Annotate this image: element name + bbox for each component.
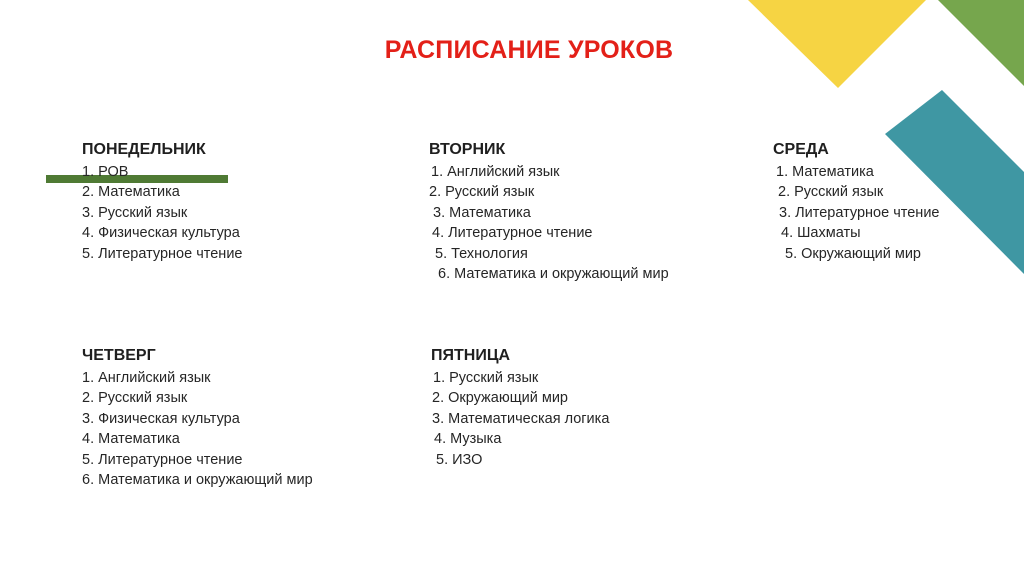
- lesson-item: 5. Технология: [435, 245, 528, 262]
- day-tuesday: [429, 140, 669, 284]
- day-title: СРЕДА: [773, 141, 829, 158]
- day-thursday: [82, 346, 313, 490]
- lesson-item: 4. Музыка: [434, 431, 502, 448]
- lesson-item: 3. Математика: [433, 204, 531, 221]
- lesson-item: 2. Русский язык: [82, 390, 188, 407]
- lesson-item: 4. Математика: [82, 431, 180, 448]
- lesson-item: 6. Математика и окружающий мир: [438, 266, 669, 283]
- lesson-item: 3. Физическая культура: [82, 410, 240, 427]
- day-title: ПЯТНИЦА: [431, 347, 511, 364]
- lesson-list: [82, 368, 313, 490]
- lesson-item: 1. Математика: [776, 164, 874, 180]
- lesson-item: 3. Русский язык: [82, 204, 188, 221]
- lesson-list: [431, 368, 609, 470]
- lesson-item: 1. Русский язык: [433, 370, 539, 386]
- lesson-list: [82, 162, 242, 264]
- lesson-item: 4. Физическая культура: [82, 225, 240, 242]
- day-title: ВТОРНИК: [429, 141, 506, 158]
- lesson-item: 1. Английский язык: [82, 370, 211, 386]
- lesson-item: 5. ИЗО: [436, 451, 483, 468]
- day-wednesday: [773, 140, 939, 264]
- lesson-item: 6. Математика и окружающий мир: [82, 472, 313, 489]
- lesson-list: [429, 162, 669, 284]
- day-monday: [82, 140, 242, 264]
- lesson-item: 5. Окружающий мир: [785, 245, 921, 262]
- lesson-item: 3. Математическая логика: [432, 410, 610, 427]
- day-title: ЧЕТВЕРГ: [82, 347, 156, 364]
- lesson-item: 5. Литературное чтение: [82, 451, 243, 468]
- lesson-item: 4. Шахматы: [781, 225, 861, 242]
- day-friday: [431, 346, 609, 470]
- lesson-item: 2. Русский язык: [778, 184, 884, 201]
- lesson-item: 4. Литературное чтение: [432, 225, 593, 242]
- lesson-item: 1. Английский язык: [431, 164, 560, 180]
- lesson-item: 2. Русский язык: [429, 184, 535, 201]
- lesson-item: 1. РОВ: [82, 164, 129, 180]
- page-title: РАСПИСАНИЕ УРОКОВ: [384, 36, 674, 64]
- lesson-item: 5. Литературное чтение: [82, 245, 243, 262]
- lesson-item: 3. Литературное чтение: [779, 204, 940, 221]
- lesson-list: [773, 162, 939, 264]
- day-title: ПОНЕДЕЛЬНИК: [82, 141, 206, 158]
- lesson-item: 2. Математика: [82, 184, 180, 201]
- lesson-item: 2. Окружающий мир: [432, 390, 568, 407]
